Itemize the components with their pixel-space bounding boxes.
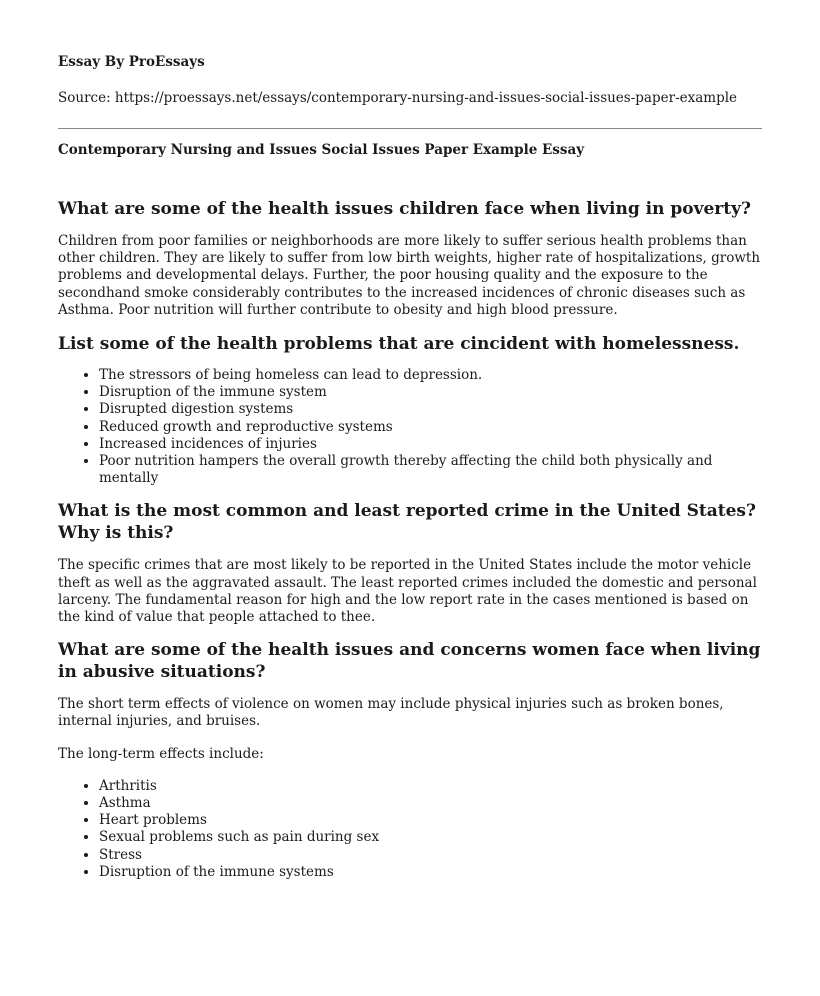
section-crime	[58, 500, 762, 626]
document-title: Contemporary Nursing and Issues Social Issues Paper Example Essay	[58, 142, 585, 158]
list-item: • The stressors of being homeless can lead to depression.	[99, 367, 762, 384]
list-item: • Stress	[99, 847, 762, 864]
section-paragraph: The specific crimes that are most likely to be reported in the United States include the motor vehicle theft as well as the aggravated assault. The least reported crimes included the domestic and personal larceny. The fundamental reason for high and the low report rate in the cases mentioned is based on the kind of value that people attached to thee.	[58, 557, 757, 626]
list-item: • Disruption of the immune system	[99, 384, 762, 401]
section-paragraph: The long-term effects include:	[58, 745, 264, 762]
bullet-list	[58, 367, 762, 487]
section-abuse	[58, 639, 762, 881]
section-heading: List some of the health problems that are cincident with homelessness.	[58, 334, 740, 355]
section-homelessness	[58, 333, 762, 487]
list-item: • Arthritis	[99, 778, 762, 795]
list-item: • Disruption of the immune systems	[99, 864, 762, 881]
source-line: Source: https://proessays.net/essays/contemporary-nursing-and-issues-social-issues-paper-example	[58, 90, 738, 106]
section-heading: What are some of the health issues and concerns women face when living in abusive situations?	[58, 640, 761, 683]
header-divider	[58, 128, 762, 129]
list-item: • Increased incidences of injuries	[99, 436, 762, 453]
section-heading: What is the most common and least reported crime in the United States? Why is this?	[58, 501, 756, 544]
list-item: • Heart problems	[99, 812, 762, 829]
list-item: • Sexual problems such as pain during sex	[99, 829, 762, 846]
list-item: • Asthma	[99, 795, 762, 812]
section-paragraph: The short term effects of violence on women may include physical injuries such as broken bones, internal injuries, and bruises.	[58, 696, 724, 730]
section-poverty	[58, 198, 762, 319]
section-heading: What are some of the health issues children face when living in poverty?	[58, 199, 751, 219]
section-paragraph: Children from poor families or neighborhoods are more likely to suffer serious health problems than other children. They are likely to suffer from low birth weights, higher rate of hospitalizations, growth problems and developmental delays. Further, the poor housing quality and the exposure to the secondhand smoke considerably contributes to the increased incidences of chronic diseases such as Asthma. Poor nutrition will further contribute to obesity and high blood pressure.	[58, 233, 761, 318]
bullet-list	[58, 778, 762, 881]
list-item: • Reduced growth and reproductive systems	[99, 419, 762, 436]
list-item: • Poor nutrition hampers the overall growth thereby affecting the child both physically and mentally	[99, 453, 762, 487]
essay-byline: Essay By ProEssays	[58, 54, 205, 70]
list-item: • Disrupted digestion systems	[99, 401, 762, 418]
